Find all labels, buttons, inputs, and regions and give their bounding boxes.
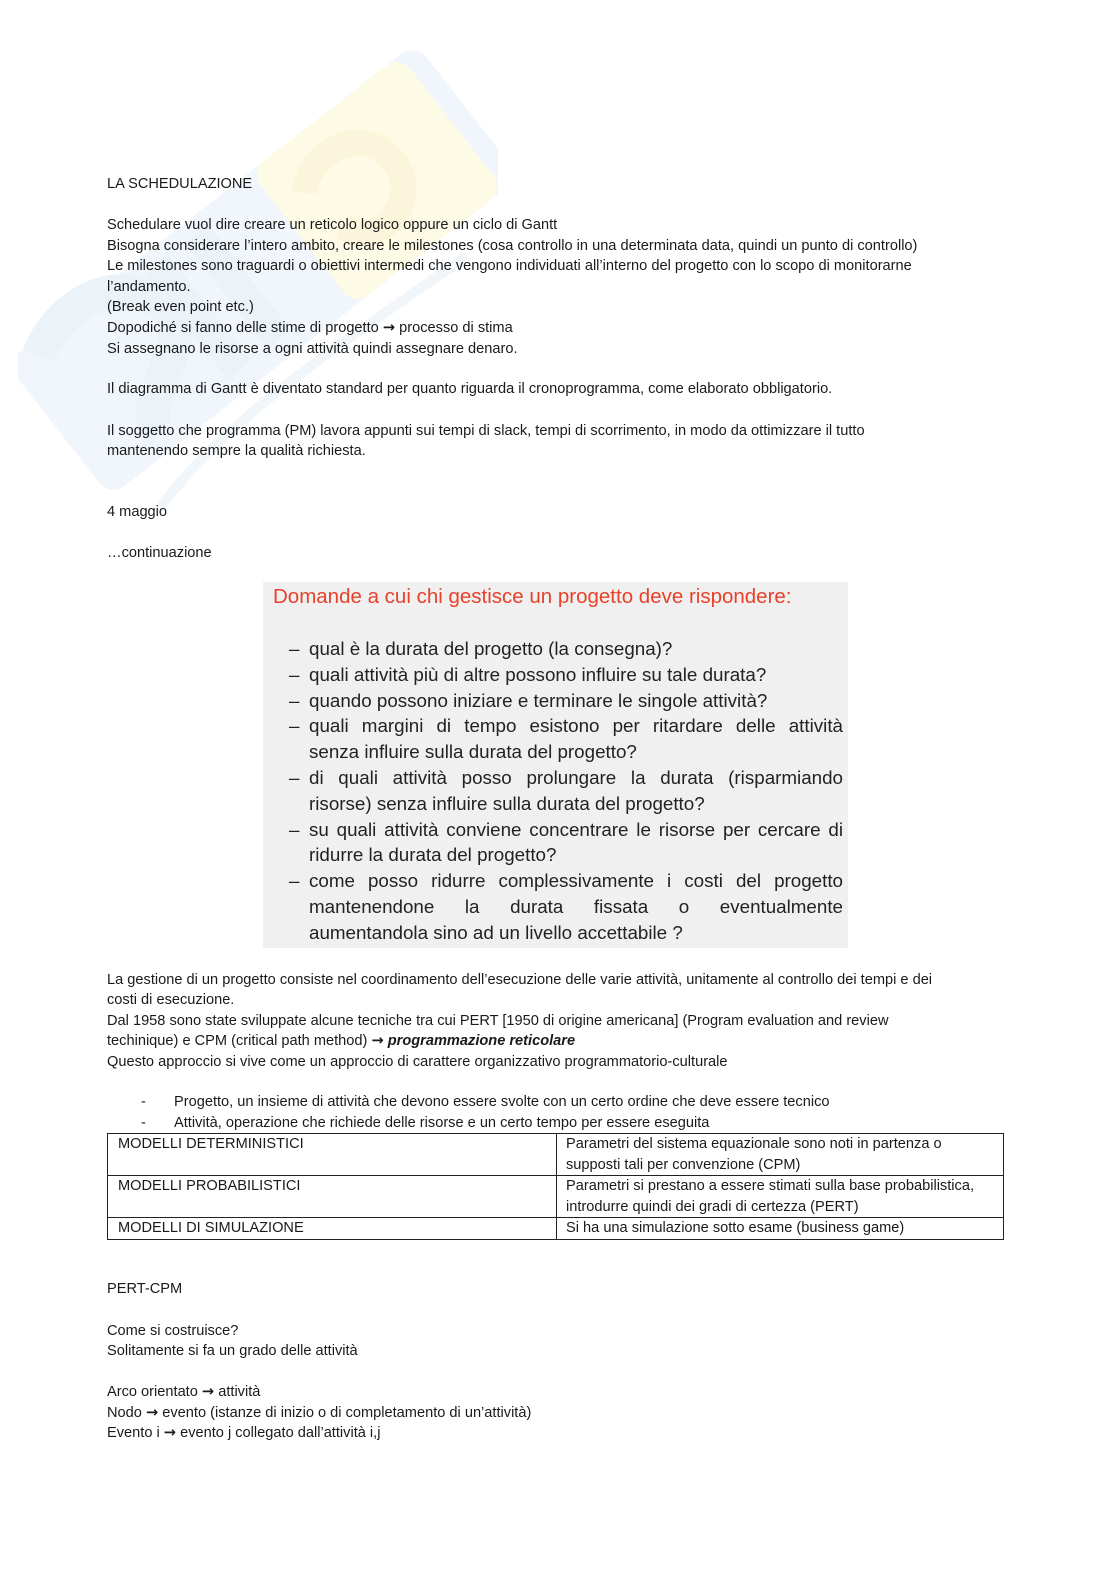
list-dash: - [141,1094,146,1110]
text-fragment: attività [218,1384,261,1400]
question-line [289,636,843,662]
question-text: risorse) senza influire sulla durata del progetto? [309,792,705,814]
text-fragment: Arco orientato [107,1384,198,1400]
arrow-icon: → [382,319,396,336]
question-text: quali margini di tempo esistono per ritardare delle attività [309,715,843,737]
question-text: quando possono iniziare e terminare le singole attività? [309,689,768,711]
document-page [107,0,1007,1579]
model-description-cell: Parametri si prestano a essere stimati sulla base probabilistica, introdurre quindi dei gradi di certezza (PERT) [557,1176,1004,1218]
question-dash: – [289,689,300,711]
question-line [289,791,843,817]
question-dash: – [289,766,300,788]
list-item [107,1092,829,1113]
question-text: di quali attività posso prolungare la durata (risparmiando [309,766,843,788]
question-text: ridurre la durata del progetto? [309,844,557,866]
intro-paragraph: Bisogna considerare l’intero ambito, creare le milestones (cosa controllo in una determinata data, quindi un punto di controllo) [107,237,918,254]
list-dash: - [141,1114,146,1131]
intro-paragraph: (Break even point etc.) [107,299,254,316]
definition-line [107,1423,380,1444]
management-paragraph: Questo approccio si vive come un approccio di carattere organizzativo programmatorio-culturale [107,1053,728,1070]
definition-line [107,1403,531,1424]
list-item-text: Progetto, un insieme di attività che devono essere svolte con un certo ordine che deve essere tecnico [174,1094,830,1110]
table-row [108,1218,1004,1240]
definitions-list [107,1092,829,1133]
question-line [289,713,843,739]
text-fragment: Evento i [107,1425,160,1442]
questions-figure [263,582,848,948]
models-table [107,1133,1004,1240]
question-line [289,868,843,894]
model-name-cell: MODELLI DETERMINISTICI [108,1134,557,1176]
pert-question: Come si costruisce? [107,1322,239,1339]
question-text: come posso ridurre complessivamente i costi del progetto [309,870,843,892]
section-heading: PERT-CPM [107,1281,183,1297]
question-dash: – [289,715,300,737]
pm-paragraph: mantenendo sempre la qualità richiesta. [107,443,366,460]
text-fragment: evento (istanze di inizio o di completamento di un’attività) [162,1404,532,1421]
figure-title: Domande a cui chi gestisce un progetto deve rispondere: [273,585,792,608]
intro-paragraph [107,318,513,339]
text-fragment: Dopodiché si fanno delle stime di progetto [107,320,379,336]
management-paragraph [107,1031,575,1052]
pm-paragraph: Il soggetto che programma (PM) lavora appunti sui tempi di slack, tempi di scorrimento, in modo da ottimizzare il tutto [107,422,865,439]
text-fragment: Nodo [107,1404,142,1421]
question-text: senza influire sulla durata del progetto? [309,741,637,763]
text-fragment: processo di stima [399,320,513,336]
table-row [108,1176,1004,1218]
model-name-cell: MODELLI PROBABILISTICI [108,1176,557,1218]
management-paragraph: Dal 1958 sono state sviluppate alcune tecniche tra cui PERT [1950 di origine americana] (Program evaluation and review [107,1012,889,1029]
emphasis-text: programmazione reticolare [387,1033,576,1050]
arrow-icon: → [371,1032,384,1050]
arrow-icon: → [145,1403,159,1421]
question-dash: – [289,638,300,659]
table-row [108,1134,1004,1176]
pert-answer: Solitamente si fa un grado delle attività [107,1343,358,1359]
model-name-cell: MODELLI DI SIMULAZIONE [108,1218,557,1240]
model-description-cell: Parametri del sistema equazionale sono noti in partenza o supposti tali per convenzione (CPM) [557,1134,1004,1176]
page-title: LA SCHEDULAZIONE [107,176,253,192]
date-heading: 4 maggio [107,504,168,520]
text-fragment: evento j collegato dall’attività i,j [180,1425,381,1442]
question-line [289,817,843,843]
question-line [289,842,843,868]
arrow-icon: → [163,1424,177,1442]
question-line [289,739,843,765]
question-text: mantenendone la durata fissata o eventualmente [309,895,843,917]
intro-paragraph: Le milestones sono traguardi o obiettivi intermedi che vengono individuati all’interno del progetto con lo scopo di monitorarne [107,258,912,275]
intro-paragraph: Si assegnano le risorse a ogni attività quindi assegnare denaro. [107,340,518,357]
intro-paragraph: Schedulare vuol dire creare un reticolo logico oppure un ciclo di Gantt [107,217,558,233]
intro-paragraph: l’andamento. [107,278,191,295]
question-line [289,688,843,714]
question-line [289,920,843,946]
question-text: quali attività più di altre possono influire su tale durata? [309,663,767,685]
question-dash: – [289,663,300,685]
question-dash: – [289,870,300,892]
definition-line [107,1382,260,1403]
list-item-text: Attività, operazione che richiede delle risorse e un certo tempo per essere eseguita [174,1114,710,1131]
question-text: qual è la durata del progetto (la consegna)? [309,638,673,659]
continuation-label: …continuazione [107,545,212,561]
question-dash: – [289,818,300,840]
question-line [289,894,843,920]
management-paragraph: costi di esecuzione. [107,992,235,1008]
text-fragment: techinique) e CPM (critical path method) [107,1033,368,1050]
question-text: aumentandola sino ad un livello accettabile ? [309,921,683,943]
list-item [107,1113,829,1134]
question-line [289,765,843,791]
question-list [289,636,843,946]
gantt-paragraph: Il diagramma di Gantt è diventato standard per quanto riguarda il cronoprogramma, come elaborato obbligatorio. [107,381,833,397]
model-description-cell: Si ha una simulazione sotto esame (business game) [557,1218,1004,1240]
question-line [289,662,843,688]
question-text: su quali attività conviene concentrare le risorse per cercare di [309,818,843,840]
management-paragraph: La gestione di un progetto consiste nel coordinamento dell’esecuzione delle varie attività, unitamente al controllo dei tempi e dei [107,971,933,988]
arrow-icon: → [201,1383,215,1400]
